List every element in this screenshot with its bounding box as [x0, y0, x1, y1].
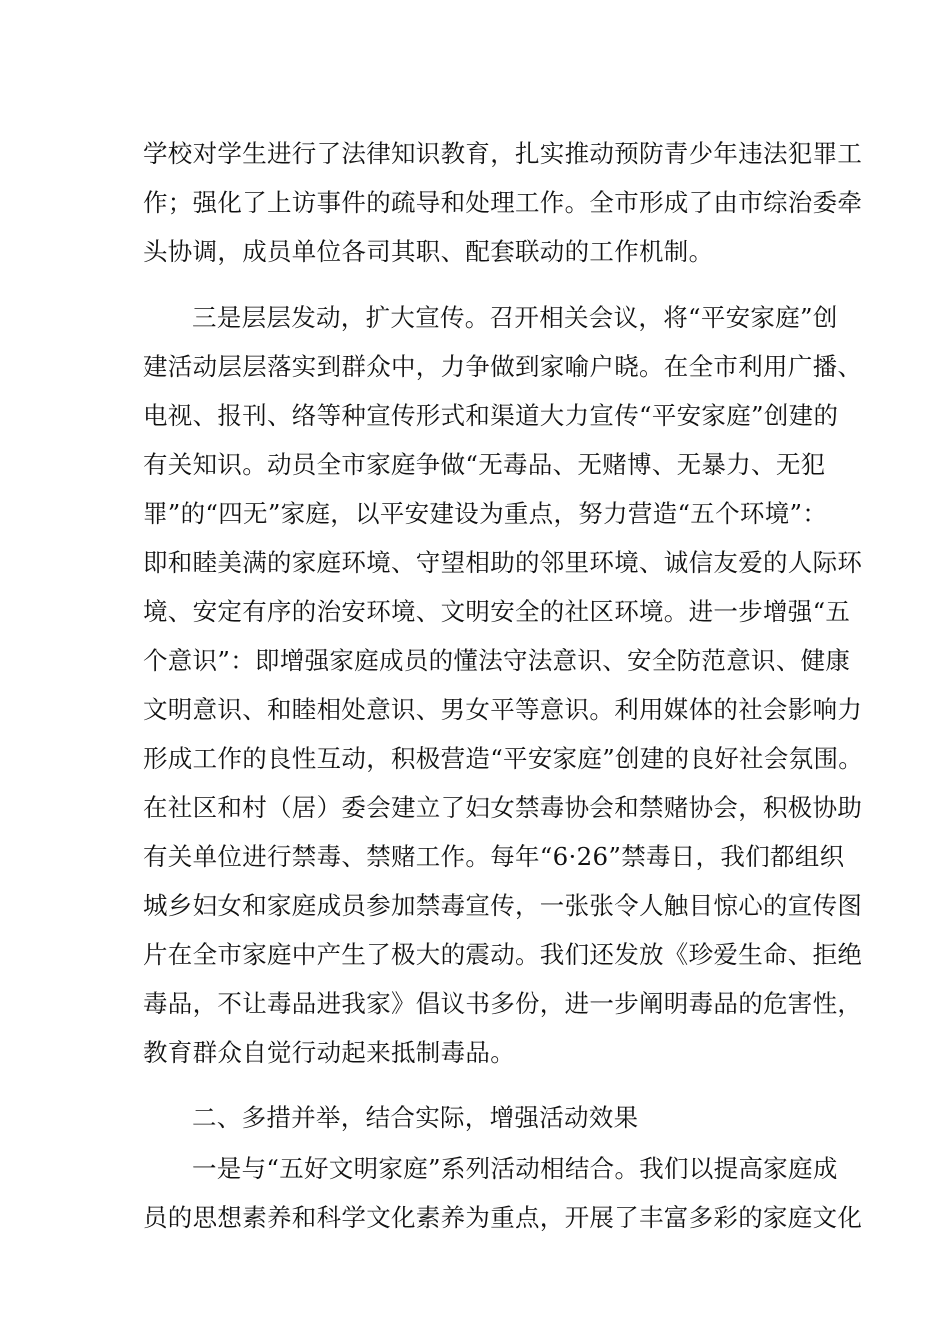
text-line: 有关单位进行禁毒、禁赌工作。每年“6·26”禁毒日，我们都组织: [143, 842, 845, 871]
text-line: 教育群众自觉行动起来抵制毒品。: [143, 1038, 515, 1067]
text-line: 有关知识。动员全市家庭争做“无毒品、无赌博、无暴力、无犯: [143, 450, 826, 479]
text-line: 在社区和村（居）委会建立了妇女禁毒协会和禁赌协会，积极协助: [143, 793, 863, 822]
text-line: 毒品，不让毒品进我家》倡议书多份，进一步阐明毒品的危害性，: [143, 989, 863, 1018]
text-line: 个意识”：即增强家庭成员的懂法守法意识、安全防范意识、健康: [143, 646, 851, 675]
paragraph-first-line: 一是与“五好文明家庭”系列活动相结合。我们以提高家庭成: [192, 1154, 838, 1183]
text-line: 罪”的“四无”家庭，以平安建设为重点，努力营造“五个环境”：: [143, 499, 828, 528]
text-line: 文明意识、和睦相处意识、男女平等意识。利用媒体的社会影响力: [143, 695, 863, 724]
text-line: 建活动层层落实到群众中，力争做到家喻户晓。在全市利用广播、: [143, 352, 863, 381]
section-heading: 二、多措并举，结合实际，增强活动效果: [192, 1103, 639, 1132]
text-line: 电视、报刊、络等种宣传形式和渠道大力宣传“平安家庭”创建的: [143, 401, 839, 430]
text-line: 形成工作的良性互动，积极营造“平安家庭”创建的良好社会氛围。: [143, 744, 864, 773]
text-line: 作；强化了上访事件的疏导和处理工作。全市形成了由市综治委牵: [143, 188, 863, 217]
text-line: 头协调，成员单位各司其职、配套联动的工作机制。: [143, 237, 714, 266]
text-line: 片在全市家庭中产生了极大的震动。我们还发放《珍爱生命、拒绝: [143, 940, 863, 969]
paragraph-first-line: 三是层层发动，扩大宣传。召开相关会议，将“平安家庭”创: [192, 303, 838, 332]
text-line: 员的思想素养和科学文化素养为重点，开展了丰富多彩的家庭文化: [143, 1203, 863, 1232]
text-line: 学校对学生进行了法律知识教育，扎实推动预防青少年违法犯罪工: [143, 139, 863, 168]
text-line: 城乡妇女和家庭成员参加禁毒宣传，一张张令人触目惊心的宣传图: [143, 891, 863, 920]
text-line: 即和睦美满的家庭环境、守望相助的邻里环境、诚信友爱的人际环: [143, 548, 863, 577]
text-line: 境、安定有序的治安环境、文明安全的社区环境。进一步增强“五: [143, 597, 851, 626]
